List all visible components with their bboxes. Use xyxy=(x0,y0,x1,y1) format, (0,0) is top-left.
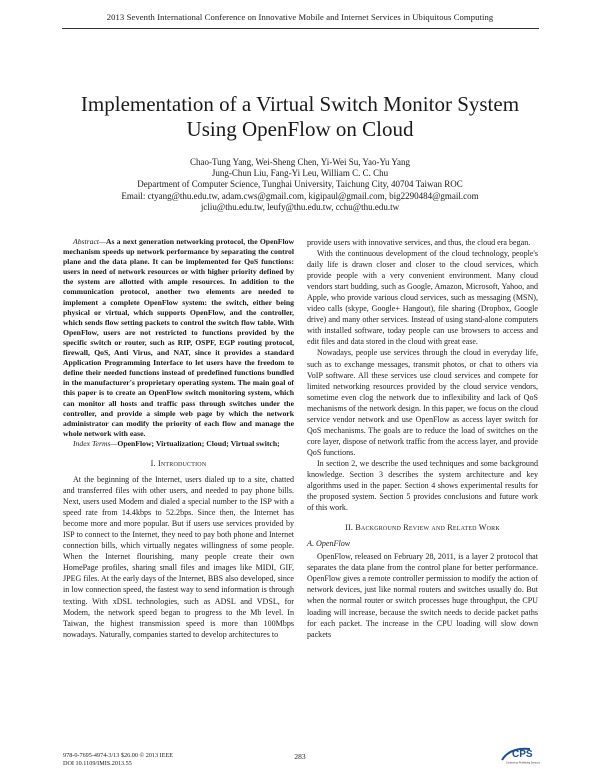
background-heading: II. Background Review and Related Work xyxy=(345,523,500,533)
doi: DOI 10.1109/IMIS.2013.55 xyxy=(63,760,132,767)
abstract-text: As a next generation networking protocol, the OpenFlow mechanism speeds up network performance by separating the control plane and the data plane. It can be implemented for QoS functions: users in need of network resources or with higher priority defined by the system are allotted with ample resources. In addition to the communication protocol, another two elements are needed to implement a complete OpenFlow system: the switch, either being physical or virtual, which supports OpenFlow, and the controller, which sends flow setting packets to control the switch flow table. With OpenFlow, users are not restricted to functions provided by the specific switch or router, such as RIP, OSPF, EGP routing protocol, firewall, QoS, Anti Virus, and NAT, since it provides a standard Application Programming Interface to let users have the freedom to define their needed functions instead of predefined functions bundled in the manufacturer's proprietary operating system. The main goal of this paper is to create an OpenFlow switch monitoring system, which can monitor all hosts and traffic pass through switches under the controller, and provide a simple web page by which the network administrator can modify the priority of each flow and manage the whole network with ease. xyxy=(63,237,294,438)
page-number: 283 xyxy=(294,752,306,761)
authors-line-1: Chao-Tung Yang, Wei-Sheng Chen, Yi-Wei Su, Yao-Yu Yang xyxy=(190,157,410,167)
index-terms-lead: Index Terms— xyxy=(73,438,118,448)
title-line-1: Implementation of a Virtual Switch Monitor System xyxy=(80,92,520,116)
index-terms-text: OpenFlow; Virtualization; Cloud; Virtual switch; xyxy=(117,438,280,448)
logo-text: CPS xyxy=(512,749,533,760)
openflow-subheading: A. OpenFlow xyxy=(307,539,351,549)
abstract-lead: Abstract— xyxy=(73,237,106,246)
abstract xyxy=(63,237,294,439)
emails-line-1: Email: ctyang@thu.edu.tw, adam.cws@gmail.com, kigipaul@gmail.com, big2290484@gmail.com xyxy=(121,190,479,201)
intro-paragraph-3: Nowadays, people use services through the cloud in everyday life, such as to exchange messages, transmit photos, or chat to others via VoIP software. All these services use cloud services and compete for limited networking resources provided by the cloud service vendors, sometime even clog the network due to inflexibility and lack of QoS mechanisms of the network design. In this paper, we focus on the cloud service vendor network and use OpenFlow as access layer switch for QoS mechanisms. The goals are to reduce the load of switches on the core layer, dispose of network traffic from the access layer, and provide QoS functions. xyxy=(307,348,538,457)
paper-title xyxy=(30,92,570,142)
intro-paragraph-1: At the beginning of the Internet, users dialed up to a site, chatted and transferred files with other users, and needed to pay phone bills. Next, users used Modem and dialed a special number to the ISP with a speed rate from 14.4kbps to 52.2bps. Since then, the Internet has become more and more popular. But if users use services provided by ISP to connect to the Internet, they need to pay both phone and Internet connection bills, which virtually negates willingness of some people. When the Internet flourishing, many people create their own HomePage profiles, sharing small files and images like MIDI, GIF, JPEG files. At the early days of the Internet, BBS also developed, since in low connection speed, the fastest way to send information is through texting. With xDSL technologies, such as ADSL and VDSL, for Modem, the network speed began to progress to the Mb level. In Taiwan, the highest transmission speed is more than 100Mbps nowadays. Naturally, companies started to develop architectures to xyxy=(63,475,294,639)
title-line-2: Using OpenFlow on Cloud xyxy=(186,117,414,141)
isbn: 978-0-7695-4974-3/13 $26.00 © 2013 IEEE xyxy=(63,752,174,759)
authors-line-2: Jung-Chun Liu, Fang-Yi Leu, William C. C. Chu xyxy=(211,168,389,179)
left-column xyxy=(63,237,294,640)
header-rule xyxy=(62,28,539,29)
intro-paragraph-continued: provide users with innovative services, and thus, the cloud era began. xyxy=(307,238,531,247)
right-column xyxy=(307,237,538,640)
logo-subtext: Conference Publishing Services xyxy=(506,761,540,765)
emails-line-2: jcliu@thu.edu.tw, leufy@thu.edu.tw, cchu@thu.edu.tw xyxy=(200,201,400,212)
intro-heading: I. Introduction xyxy=(150,458,207,468)
openflow-paragraph-1: OpenFlow, released on February 28, 2011, is a layer 2 protocol that separates the data plane from the control plane for better performance. OpenFlow gives a remote controller permission to modify the action of network devices, just like normal routers and switches usually do. But when the normal router or switch processes huge throughput, the CPU loading will increase, because the switch needs to decide packet paths for each packet. The increase in the CPU loading will slow down packets xyxy=(307,552,538,639)
intro-paragraph-2: With the continuous development of the cloud technology, people's daily life is drawn closer and closer to the cloud services, which provide people with a very convenient environment. Many cloud vendors start budding, such as Google, Amazon, Microsoft, Yahoo, and Apple, who provide various cloud services, such as messaging (MSN), video calls (skype, Google+ Hangout), file sharing (Dropbox, Google drive) and many other services. Instead of using stand-alone computers with installed software, today people can use browsers to access and edit files and data stored in the cloud with great ease. xyxy=(307,249,538,347)
conference-header: 2013 Seventh International Conference on Innovative Mobile and Internet Services in Ubiquitous Computing xyxy=(106,12,494,22)
affiliation: Department of Computer Science, Tunghai University, Taichung City, 40704 Taiwan ROC xyxy=(137,179,463,190)
intro-paragraph-4: In section 2, we describe the used techniques and some background knowledge. Section 3 describes the system architecture and key algorithms used in the paper. Section 4 shows experimental results for the proposed system. Section 5 provides conclusions and future work of this work. xyxy=(307,458,538,513)
cps-logo-icon xyxy=(500,743,540,765)
index-terms xyxy=(63,439,294,449)
author-block xyxy=(40,157,560,213)
